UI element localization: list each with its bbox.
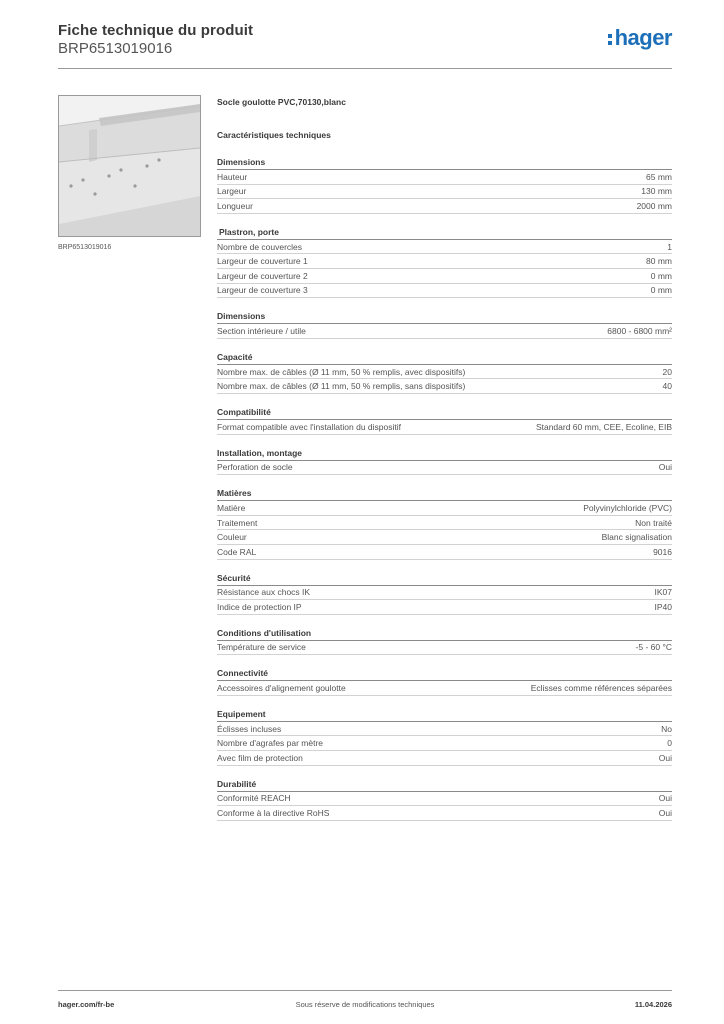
spec-group-title: Matières: [217, 488, 252, 499]
spec-group: [217, 156, 672, 214]
spec-groups: [217, 156, 672, 821]
spec-label: Conforme à la directive RoHS: [217, 808, 330, 819]
spec-group-title: Dimensions: [217, 157, 266, 167]
spec-row: [217, 199, 672, 214]
header-divider: [58, 68, 672, 69]
spec-row: [217, 240, 672, 255]
spec-group-title: Installation, montage: [217, 447, 303, 458]
product-name: Socle goulotte PVC,70130,blanc: [217, 97, 346, 107]
spec-value: Polyvinylchloride (PVC): [583, 502, 672, 513]
spec-value: 0 mm: [650, 285, 672, 296]
spec-group: [217, 406, 672, 435]
spec-value: 65 mm: [646, 171, 672, 182]
spec-label: Température de service: [217, 642, 306, 653]
spec-row: [217, 365, 672, 380]
page-header: [58, 22, 672, 70]
spec-label: Nombre d'agrafes par mètre: [217, 738, 324, 749]
spec-group: [217, 351, 672, 394]
spec-group-title: Plastron, porte: [219, 226, 279, 237]
spec-row: [217, 792, 672, 807]
spec-row: [217, 736, 672, 751]
spec-label: Largeur de couverture 3: [217, 285, 308, 296]
spec-row: [217, 284, 672, 299]
spec-label: Avec film de protection: [217, 752, 303, 763]
spec-row: [217, 269, 672, 284]
logo-text: hager: [614, 25, 672, 50]
spec-label: Indice de protection IP: [217, 601, 302, 612]
spec-label: Section intérieure / utile: [217, 325, 306, 336]
specifications-panel: [217, 97, 672, 821]
spec-value: Oui: [658, 808, 672, 819]
spec-label: Résistance aux chocs IK: [217, 587, 311, 598]
spec-group: [217, 778, 672, 821]
hager-logo: [608, 27, 672, 49]
spec-row: [217, 185, 672, 200]
spec-row: [217, 379, 672, 394]
spec-row: [217, 461, 672, 476]
product-image: [58, 95, 201, 237]
spec-value: Oui: [658, 752, 672, 763]
spec-value: Oui: [658, 793, 672, 804]
spec-value: 0: [667, 738, 672, 749]
spec-row: [217, 681, 672, 696]
spec-value: 1: [667, 241, 672, 252]
spec-row: [217, 170, 672, 185]
spec-group: [217, 487, 672, 559]
spec-value: 80 mm: [646, 256, 672, 267]
spec-label: Éclisses incluses: [217, 723, 282, 734]
spec-row: [217, 501, 672, 516]
spec-value: Blanc signalisation: [601, 532, 672, 543]
image-caption: BRP6513019016: [58, 244, 112, 251]
spec-row: [217, 545, 672, 560]
document-title: Fiche technique du produit: [58, 22, 254, 39]
spec-row: [217, 420, 672, 435]
footer-date: 11.04.2026: [634, 1000, 672, 1009]
spec-group-title: Durabilité: [217, 778, 257, 789]
spec-label: Matière: [217, 502, 246, 513]
spec-value: 9016: [653, 546, 672, 557]
spec-value: No: [661, 723, 672, 734]
spec-value: 0 mm: [650, 270, 672, 281]
spec-value: 20: [662, 366, 672, 377]
spec-group: [217, 572, 672, 615]
spec-value: 6800 - 6800 mm²: [607, 325, 672, 336]
spec-value: -5 - 60 °C: [635, 642, 672, 653]
spec-row: [217, 324, 672, 339]
spec-group: [217, 310, 672, 339]
spec-value: 40: [662, 381, 672, 392]
spec-group-title: Capacité: [217, 351, 253, 362]
footer-notice: Sous réserve de modifications techniques: [295, 1000, 435, 1009]
spec-label: Nombre de couvercles: [217, 241, 303, 252]
spec-group: [217, 627, 672, 656]
spec-row: [217, 516, 672, 531]
spec-value: Standard 60 mm, CEE, Ecoline, EIB: [535, 421, 672, 432]
spec-row: [217, 641, 672, 656]
spec-value: IK07: [654, 587, 672, 598]
footer-website-link[interactable]: hager.com/fr-be: [58, 1000, 115, 1009]
spec-row: [217, 254, 672, 269]
spec-label: Hauteur: [217, 171, 248, 182]
spec-label: Nombre max. de câbles (Ø 11 mm, 50 % remplis, avec dispositifs): [217, 366, 466, 377]
spec-group-title: Sécurité: [217, 572, 251, 583]
spec-group-title: Conditions d'utilisation: [217, 627, 312, 638]
spec-value: 130 mm: [641, 186, 672, 197]
spec-row: [217, 751, 672, 766]
spec-value: 2000 mm: [636, 200, 672, 211]
spec-group: [217, 226, 672, 298]
spec-group-title: Dimensions: [217, 311, 266, 322]
spec-label: Couleur: [217, 532, 247, 543]
product-reference: BRP6513019016: [58, 40, 173, 57]
cable-trunking-illustration: [59, 96, 200, 236]
spec-label: Largeur: [217, 186, 247, 197]
logo-dots-icon: [608, 34, 612, 45]
spec-value: Eclisses comme références séparées: [530, 683, 672, 694]
spec-label: Format compatible avec l'installation du dispositif: [217, 421, 401, 432]
spec-group-title: Compatibilité: [217, 406, 271, 417]
spec-label: Nombre max. de câbles (Ø 11 mm, 50 % remplis, sans dispositifs): [217, 381, 466, 392]
spec-row: [217, 600, 672, 615]
technical-specs-heading: Caractéristiques techniques: [217, 130, 331, 140]
spec-row: [217, 530, 672, 545]
page-footer: [58, 996, 672, 1010]
spec-label: Conformité REACH: [217, 793, 291, 804]
spec-value: Non traité: [635, 517, 672, 528]
spec-label: Largeur de couverture 1: [217, 256, 308, 267]
spec-row: [217, 586, 672, 601]
spec-label: Largeur de couverture 2: [217, 270, 308, 281]
spec-label: Accessoires d'alignement goulotte: [217, 683, 346, 694]
spec-value: IP40: [654, 601, 672, 612]
spec-label: Perforation de socle: [217, 462, 293, 473]
footer-divider: [58, 990, 672, 991]
spec-label: Longueur: [217, 200, 253, 211]
spec-group-title: Connectivité: [217, 668, 269, 679]
spec-label: Traitement: [217, 517, 258, 528]
spec-group: [217, 708, 672, 766]
spec-row: [217, 722, 672, 737]
spec-group: [217, 447, 672, 476]
spec-label: Code RAL: [217, 546, 257, 557]
spec-group: [217, 667, 672, 696]
spec-row: [217, 806, 672, 821]
spec-value: Oui: [658, 462, 672, 473]
spec-group-title: Equipement: [217, 708, 266, 719]
